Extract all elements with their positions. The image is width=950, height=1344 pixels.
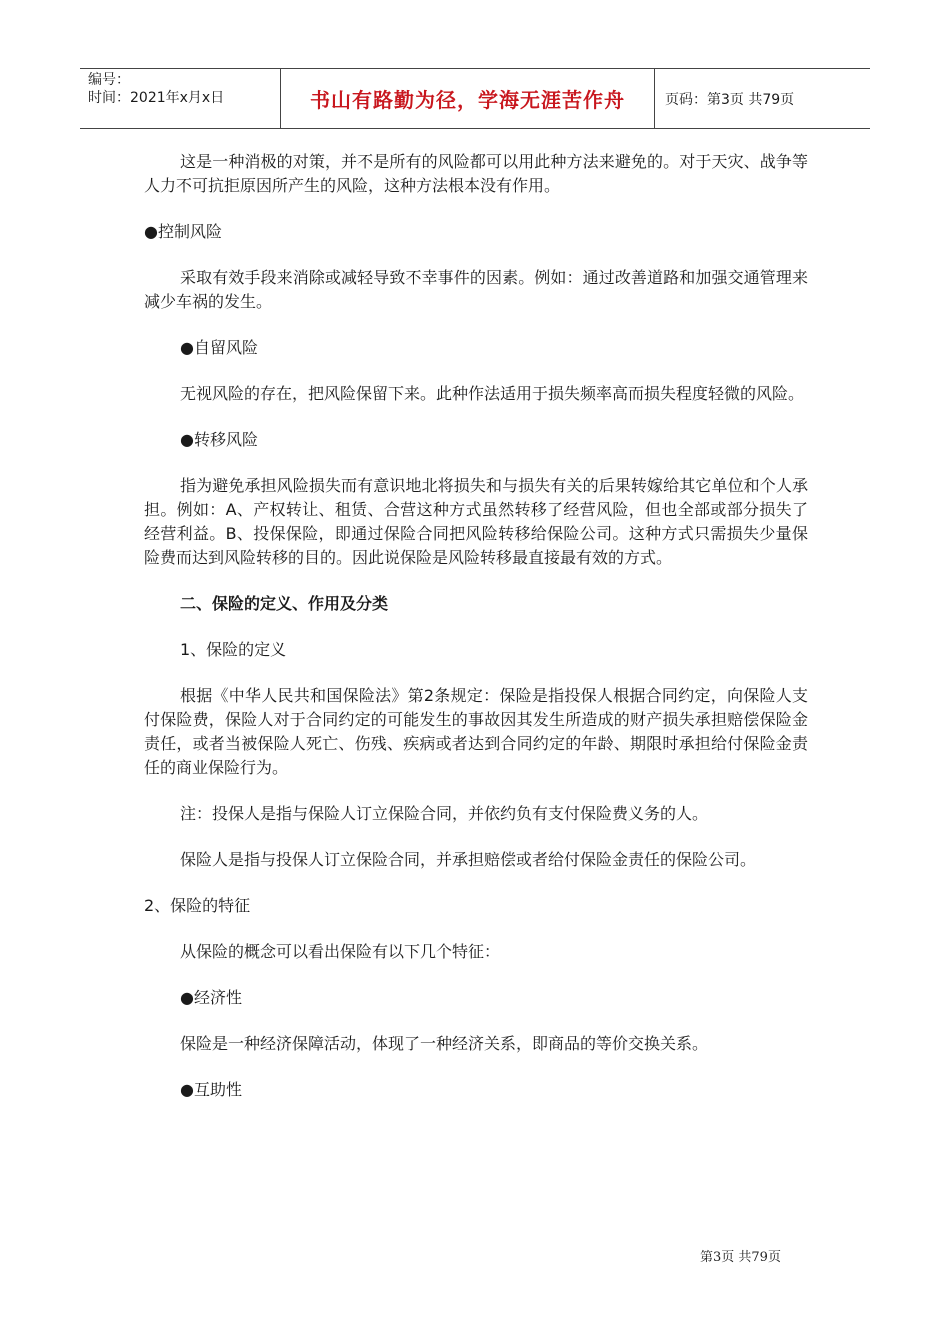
paragraph: ●转移风险 bbox=[180, 430, 258, 449]
document-body bbox=[144, 150, 808, 1102]
paragraph: 根据《中华人民共和国保险法》第2条规定：保险是指投保人根据合同约定，向保险人支付保险费，保险人对于合同约定的可能发生的事故因其发生所造成的财产损失承担赔偿保险金责任，或者当被保险人死亡、伤残、疾病或者达到合同约定的年龄、期限时承担给付保险金责任的商业保险行为。 bbox=[144, 686, 808, 777]
paragraph: 从保险的概念可以看出保险有以下几个特征： bbox=[180, 942, 501, 961]
paragraph: 2、保险的特征 bbox=[144, 896, 251, 915]
header-motto: 书山有路勤为径，学海无涯苦作舟 bbox=[281, 69, 655, 128]
paragraph: ●互助性 bbox=[180, 1080, 242, 1099]
paragraph: ●经济性 bbox=[180, 988, 242, 1007]
number-label: 编号： bbox=[88, 72, 130, 88]
header-page-number: 页码：第3页 共79页 bbox=[665, 91, 795, 108]
paragraph: 二、保险的定义、作用及分类 bbox=[180, 594, 389, 613]
paragraph: 保险人是指与投保人订立保险合同，并承担赔偿或者给付保险金责任的保险公司。 bbox=[180, 850, 757, 869]
paragraph: 指为避免承担风险损失而有意识地北将损失和与损失有关的后果转嫁给其它单位和个人承担。例如：A、产权转让、租赁、合营这种方式虽然转移了经营风险，但也全部或部分损失了经营利益。B、投保保险，即通过保险合同把风险转移给保险公司。这种方式只需损失少量保险费而达到风险转移的目的。因此说保险是风险转移最直接最有效的方式。 bbox=[144, 476, 808, 567]
paragraph: ●控制风险 bbox=[144, 222, 222, 241]
paragraph: 保险是一种经济保障活动，体现了一种经济关系，即商品的等价交换关系。 bbox=[180, 1034, 709, 1053]
paragraph: 1、保险的定义 bbox=[180, 640, 287, 659]
paragraph: 注：投保人是指与保险人订立保险合同，并依约负有支付保险费义务的人。 bbox=[180, 804, 709, 823]
document-header bbox=[80, 68, 870, 129]
footer-page-number: 第3页 共79页 bbox=[700, 1250, 781, 1265]
paragraph: 采取有效手段来消除或减轻导致不幸事件的因素。例如：通过改善道路和加强交通管理来减少车祸的发生。 bbox=[144, 268, 808, 311]
paragraph: 无视风险的存在，把风险保留下来。此种作法适用于损失频率高而损失程度轻微的风险。 bbox=[180, 384, 805, 403]
paragraph: ●自留风险 bbox=[180, 338, 258, 357]
paragraph: 这是一种消极的对策，并不是所有的风险都可以用此种方法来避免的。对于天灾、战争等人力不可抗拒原因所产生的风险，这种方法根本没有作用。 bbox=[144, 152, 808, 195]
header-meta bbox=[80, 69, 281, 128]
time-label: 时间：2021年x月x日 bbox=[88, 90, 225, 106]
